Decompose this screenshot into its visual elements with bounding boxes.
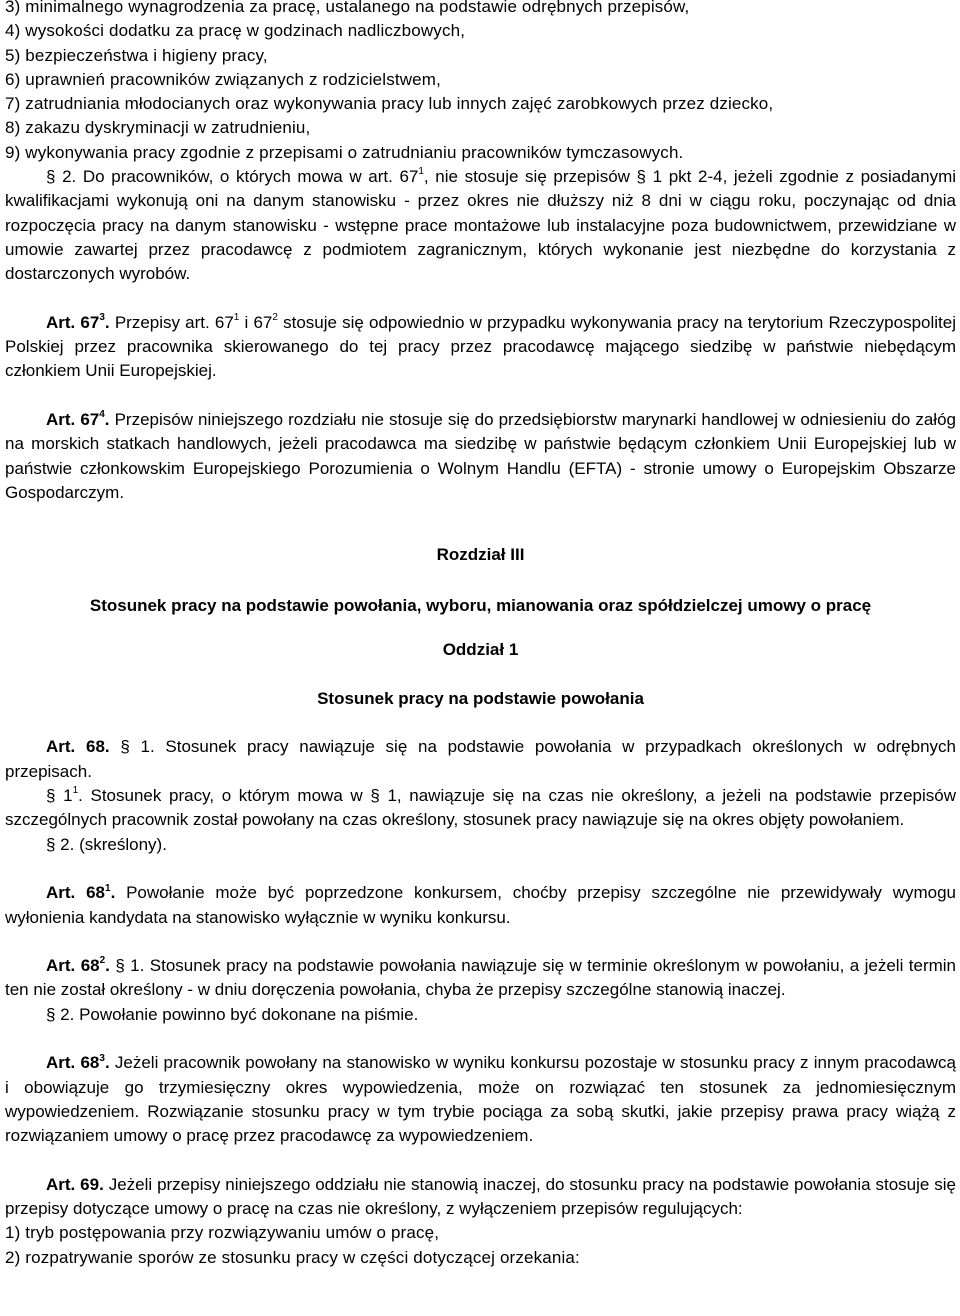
article-text: § 1. Stosunek pracy nawiązuje się na podstawie powołania w przypadkach określonych w odrębnych przepisach. (5, 737, 956, 781)
article-text: Przepisy art. 67 (109, 312, 234, 332)
enumerated-list (5, 0, 956, 165)
article-69 (5, 1173, 956, 1222)
section-number: § 1 (46, 786, 73, 806)
article-label: Art. $67^4$. (46, 409, 110, 430)
paragraph-text: , nie stosuje się przepisów § 1 pkt 2-4, jeżeli zgodnie z posiadanymi kwalifikacjami wykonują oni na danym stanowisku - przez okres nie dłuższy niż 8 dni w ciągu roku, poczynając od dnia rozpoczęcia pracy na danym stanowisku - wstępne prace montażowe lub instalacyjne poza budownictwem, przewidziane w umowie zawartej przez pracodawcę z podmiotem zagranicznym, których wykonanie jest niezbędne do korzystania z dostarczonych wyrobów. (5, 167, 957, 284)
article-68-2-par2: § 2. Powołanie powinno być dokonane na piśmie. (46, 1004, 419, 1024)
section-title: Oddział 1 (442, 639, 519, 659)
article-68-1 (5, 881, 956, 930)
article-68 (5, 735, 956, 784)
article-text: § 1. Stosunek pracy na podstawie powołania nawiązuje się w terminie określonym w powołaniu, a jeżeli termin ten nie został określony - w dniu doręczenia powołania, chyba że przepisy szczególne stanowią inaczej. (5, 956, 956, 1000)
list-item: 5) bezpieczeństwa i higieny pracy, (5, 45, 268, 65)
article-text: Jeżeli przepisy niniejszego oddziału nie stanowią inaczej, do stosunku pracy na podstawie powołania stosuje się przepisy dotyczące umowy o pracę na czas nie określony, z wyłączeniem przepisów regulujących: (5, 1174, 956, 1219)
superscript: 2 (272, 312, 278, 324)
article-67-3 (5, 311, 956, 384)
list-item: 8) zakazu dyskryminacji w zatrudnieniu, (5, 118, 311, 138)
superscript: 1 (418, 166, 424, 178)
list-item: 9) wykonywania pracy zgodnie z przepisami o zatrudnianiu pracowników tymczasowych. (5, 142, 684, 162)
article-label: Art. $68^1$. (46, 882, 116, 903)
article-68-par2: § 2. (skreślony). (46, 834, 167, 854)
superscript: 1 (233, 312, 240, 324)
article-68-2 (5, 954, 956, 1003)
article-text: Powołanie może być poprzedzone konkursem, choćby przepisy szczególne nie przewidywały wymogu wyłonienia kandydata na stanowisko wyłącznie w wyniku konkursu. (5, 883, 957, 927)
enumerated-list (5, 1221, 956, 1270)
section-subtitle: Stosunek pracy na podstawie powołania (317, 689, 644, 709)
article-label: Art. 69. (46, 1174, 104, 1194)
article-text: Jeżeli pracownik powołany na stanowisko w wyniku konkursu pozostaje w stosunku pracy z innym pracodawcą i obowiązuje go trzymiesięczny okres wypowiedzenia, może on rozwiązać ten stosunek za jednomiesięcznym wypowiedzeniem. Rozwiązanie stosunku pracy w tym trybie pociąga za sobą skutki, jakie przepisy prawa pracy wiążą z rozwiązaniem umowy o pracę przez pracodawcę za wypowiedzeniem. (5, 1053, 956, 1146)
article-67-4 (5, 408, 956, 505)
article-label: Art. $68^3$. (46, 1052, 110, 1073)
chapter-title: Rozdział III (436, 545, 525, 565)
paragraph-art67-1-par2 (5, 165, 956, 286)
chapter-subtitle: Stosunek pracy na podstawie powołania, wyboru, mianowania oraz spółdzielczej umowy o pracę (89, 595, 872, 615)
superscript: 1 (72, 785, 79, 797)
article-68-par1-1 (5, 784, 956, 833)
article-text: stosuje się odpowiednio w przypadku wykonywania pracy na terytorium Rzeczypospolitej Polskiej przez pracownika skierowanego do tej pracy przez pracodawcę mającego siedzibę w państwie niebędącym członkiem Unii Europejskiej. (5, 312, 957, 381)
article-text: Przepisów niniejszego rozdziału nie stosuje się do przedsiębiorstw marynarki handlowej w odniesieniu do załóg na morskich statkach handlowych, jeżeli pracodawca ma siedzibę w państwie będącym członkiem Unii Europejskiej lub w państwie członkowskim Europejskiego Porozumienia o Wolnym Handlu (EFTA) - stronie umowy o Europejskim Obszarze Gospodarczym. (5, 410, 956, 502)
article-label: Art. $68^2$. (46, 955, 110, 976)
article-label: Art. 68. (46, 737, 110, 757)
paragraph-text: Do pracowników, o których mowa w art. 67 (82, 167, 419, 187)
list-item: 7) zatrudniania młodocianych oraz wykonywania pracy lub innych zajęć zarobkowych przez dziecko, (5, 94, 774, 114)
list-item: 2) rozpatrywanie sporów ze stosunku pracy w części dotyczącej orzekania: (5, 1247, 580, 1267)
section-number: § 2. (46, 167, 77, 187)
article-label: Art. $67^3$. (46, 312, 110, 332)
article-text: . Stosunek pracy, o którym mowa w § 1, nawiązuje się na czas nie określony, a jeżeli na podstawie przepisów szczególnych pracownik został powołany na czas określony, stosunek pracy nawiązuje się na okres objęty powołaniem. (5, 786, 957, 830)
list-item: 1) tryb postępowania przy rozwiązywaniu umów o pracę, (5, 1223, 440, 1243)
article-text: i 67 (239, 312, 273, 332)
article-68-3 (5, 1051, 956, 1148)
list-item: 4) wysokości dodatku za pracę w godzinach nadliczbowych, (5, 21, 466, 41)
list-item: 3) minimalnego wynagrodzenia za pracę, ustalanego na podstawie odrębnych przepisów, (5, 0, 690, 16)
list-item: 6) uprawnień pracowników związanych z rodzicielstwem, (5, 69, 441, 89)
